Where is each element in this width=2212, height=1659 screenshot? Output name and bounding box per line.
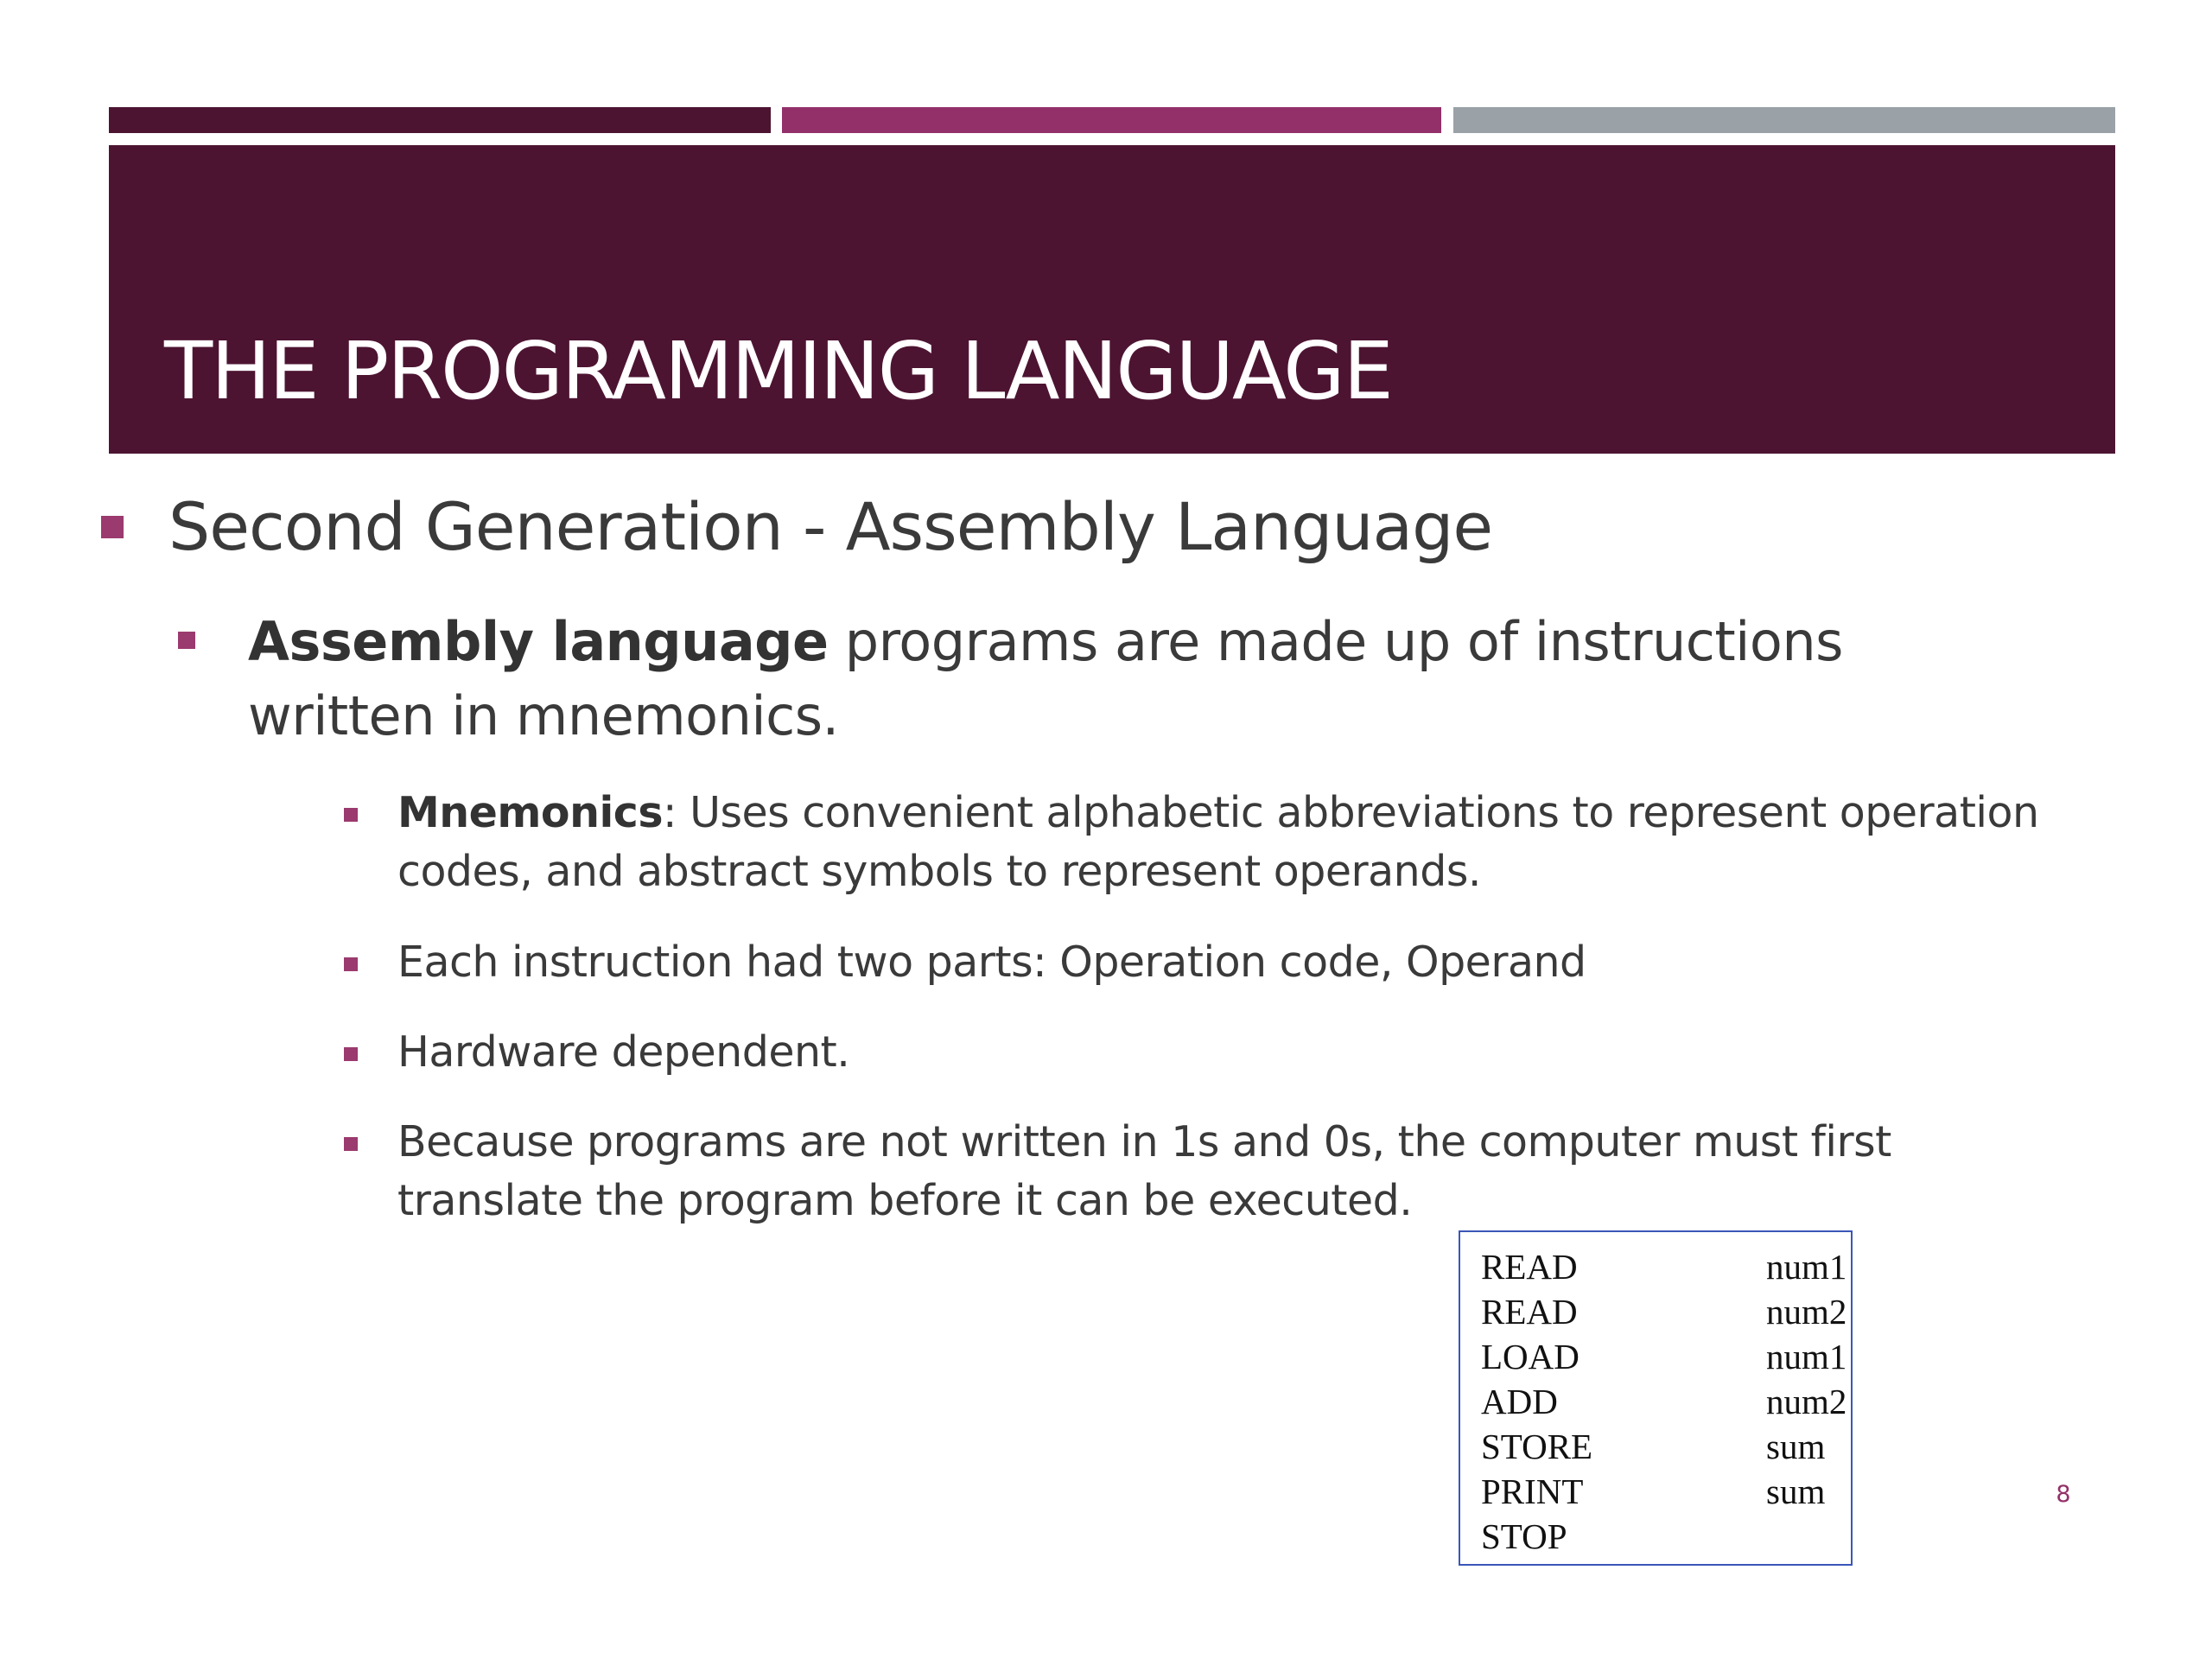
accent-bar-magenta (782, 107, 1441, 133)
code-opcode: STORE (1481, 1427, 1593, 1466)
assembly-code-box (1459, 1230, 1853, 1566)
bullet-text: Hardware dependent. (397, 1027, 850, 1077)
title-band (109, 145, 2115, 454)
code-operand: num1 (1766, 1247, 1847, 1287)
code-opcode: READ (1481, 1247, 1578, 1287)
code-row (1481, 1471, 1844, 1516)
bullet-level3-mnemonics (397, 784, 2039, 901)
accent-bar-gray (1453, 107, 2115, 133)
page-number: 8 (2056, 1481, 2071, 1508)
bullet-level3-hardware (397, 1023, 2039, 1082)
bullet-level3-translate (397, 1113, 2039, 1230)
code-row (1481, 1336, 1847, 1381)
bullet-square-icon (101, 516, 124, 538)
code-operand: num2 (1766, 1382, 1847, 1421)
code-operand: num2 (1766, 1292, 1847, 1332)
bullet-text: : Uses convenient alphabetic abbreviations to represent operation codes, and abstract symbols to represent operands. (397, 788, 2039, 896)
bullet-bold-term: Assembly language (248, 610, 829, 673)
bullet-level1: Second Generation - Assembly Language (168, 488, 1493, 565)
bullet-square-icon (344, 957, 358, 971)
code-row (1481, 1291, 1847, 1336)
bullet-square-icon (344, 1047, 358, 1061)
bullet-text: programs are made up of instructions written in mnemonics. (248, 610, 1843, 747)
slide-title: THE PROGRAMMING LANGUAGE (164, 325, 1392, 417)
bullet-text: Each instruction had two parts: Operation code, Operand (397, 938, 1586, 987)
code-row (1481, 1381, 1847, 1426)
bullet-bold-term: Mnemonics (397, 788, 663, 837)
accent-bar-plum (109, 107, 771, 133)
bullet-square-icon (178, 632, 195, 649)
code-opcode: ADD (1481, 1382, 1558, 1421)
code-opcode: STOP (1481, 1516, 1567, 1556)
bullet-level2 (248, 605, 2019, 753)
code-row (1481, 1246, 1847, 1291)
code-operand: sum (1766, 1427, 1826, 1466)
code-opcode: LOAD (1481, 1337, 1580, 1376)
code-opcode: READ (1481, 1292, 1578, 1332)
bullet-text: Because programs are not written in 1s and 0s, the computer must first translate the program before it can be executed. (397, 1117, 1891, 1225)
code-operand: sum (1766, 1471, 1826, 1511)
code-opcode: PRINT (1481, 1471, 1584, 1511)
bullet-square-icon (344, 1137, 358, 1151)
code-operand: num1 (1766, 1337, 1847, 1376)
bullet-level3-instruction-parts (397, 933, 2039, 992)
bullet-square-icon (344, 808, 358, 822)
code-row (1481, 1426, 1844, 1471)
code-row (1481, 1516, 1844, 1560)
